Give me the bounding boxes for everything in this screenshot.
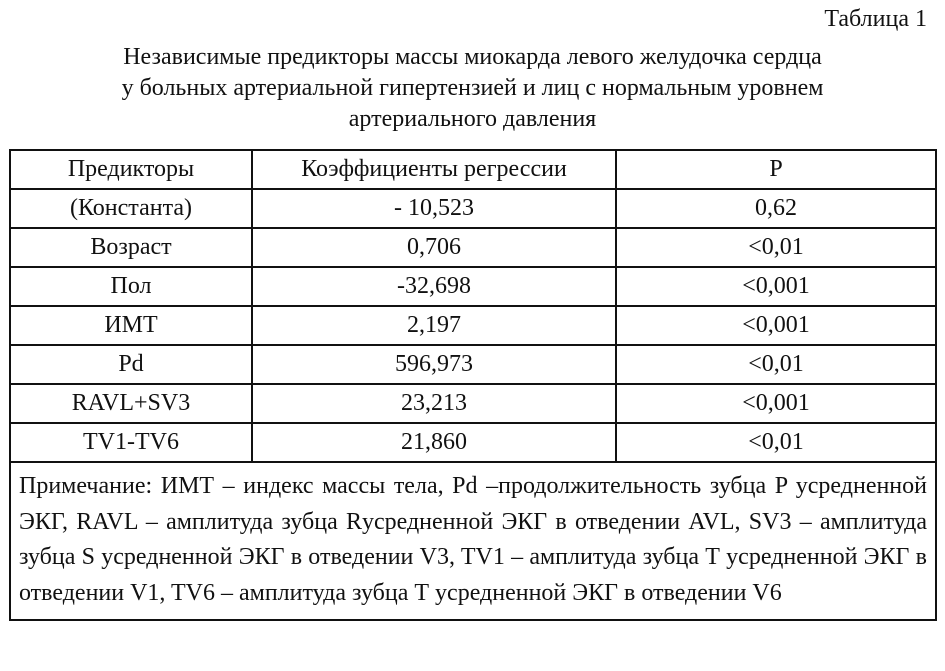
note-row xyxy=(10,462,936,620)
table-title xyxy=(0,42,945,135)
predictor-cell: Возраст xyxy=(10,228,252,267)
predictor-cell: Pd xyxy=(10,345,252,384)
p-value-cell: 0,62 xyxy=(616,189,936,228)
table-number-label: Таблица 1 xyxy=(824,6,927,32)
header-p-value: P xyxy=(616,150,936,189)
coefficient-cell: 21,860 xyxy=(252,423,616,462)
p-value-cell: <0,01 xyxy=(616,228,936,267)
predictor-cell: TV1-TV6 xyxy=(10,423,252,462)
table-row xyxy=(10,306,936,345)
predictor-cell: (Константа) xyxy=(10,189,252,228)
p-value-cell: <0,01 xyxy=(616,423,936,462)
header-predictors: Предикторы xyxy=(10,150,252,189)
coefficient-cell: 2,197 xyxy=(252,306,616,345)
coefficient-cell: -32,698 xyxy=(252,267,616,306)
coefficient-cell: 596,973 xyxy=(252,345,616,384)
p-value-cell: <0,001 xyxy=(616,384,936,423)
p-value-cell: <0,001 xyxy=(616,306,936,345)
table-note: Примечание: ИМТ – индекс массы тела, Pd –продолжительность зубца P усредненной ЭКГ, RAVL – амплитуда зубца Rусредненной ЭКГ в отведении AVL, SV3 – амплитуда зубца S усредненной ЭКГ в отведении V3, TV1 – амплитуда зубца Т усредненной ЭКГ в отведении V1, TV6 – амплитуда зубца Т усредненной ЭКГ в отведении V6 xyxy=(10,462,936,620)
table-row xyxy=(10,228,936,267)
table-row xyxy=(10,345,936,384)
table-row xyxy=(10,189,936,228)
header-row xyxy=(10,150,936,189)
p-value-cell: <0,001 xyxy=(616,267,936,306)
title-line-3: артериального давления xyxy=(348,106,597,132)
predictor-cell: ИМТ xyxy=(10,306,252,345)
p-value-cell: <0,01 xyxy=(616,345,936,384)
title-line-1: Независимые предикторы массы миокарда левого желудочка сердца xyxy=(123,44,822,70)
table-row xyxy=(10,423,936,462)
predictors-table xyxy=(9,149,937,621)
header-coefficients: Коэффициенты регрессии xyxy=(252,150,616,189)
coefficient-cell: 0,706 xyxy=(252,228,616,267)
predictor-cell: RAVL+SV3 xyxy=(10,384,252,423)
table-row xyxy=(10,384,936,423)
coefficient-cell: - 10,523 xyxy=(252,189,616,228)
title-line-2: у больных артериальной гипертензией и лиц с нормальным уровнем xyxy=(121,75,824,101)
predictor-cell: Пол xyxy=(10,267,252,306)
table-row xyxy=(10,267,936,306)
coefficient-cell: 23,213 xyxy=(252,384,616,423)
